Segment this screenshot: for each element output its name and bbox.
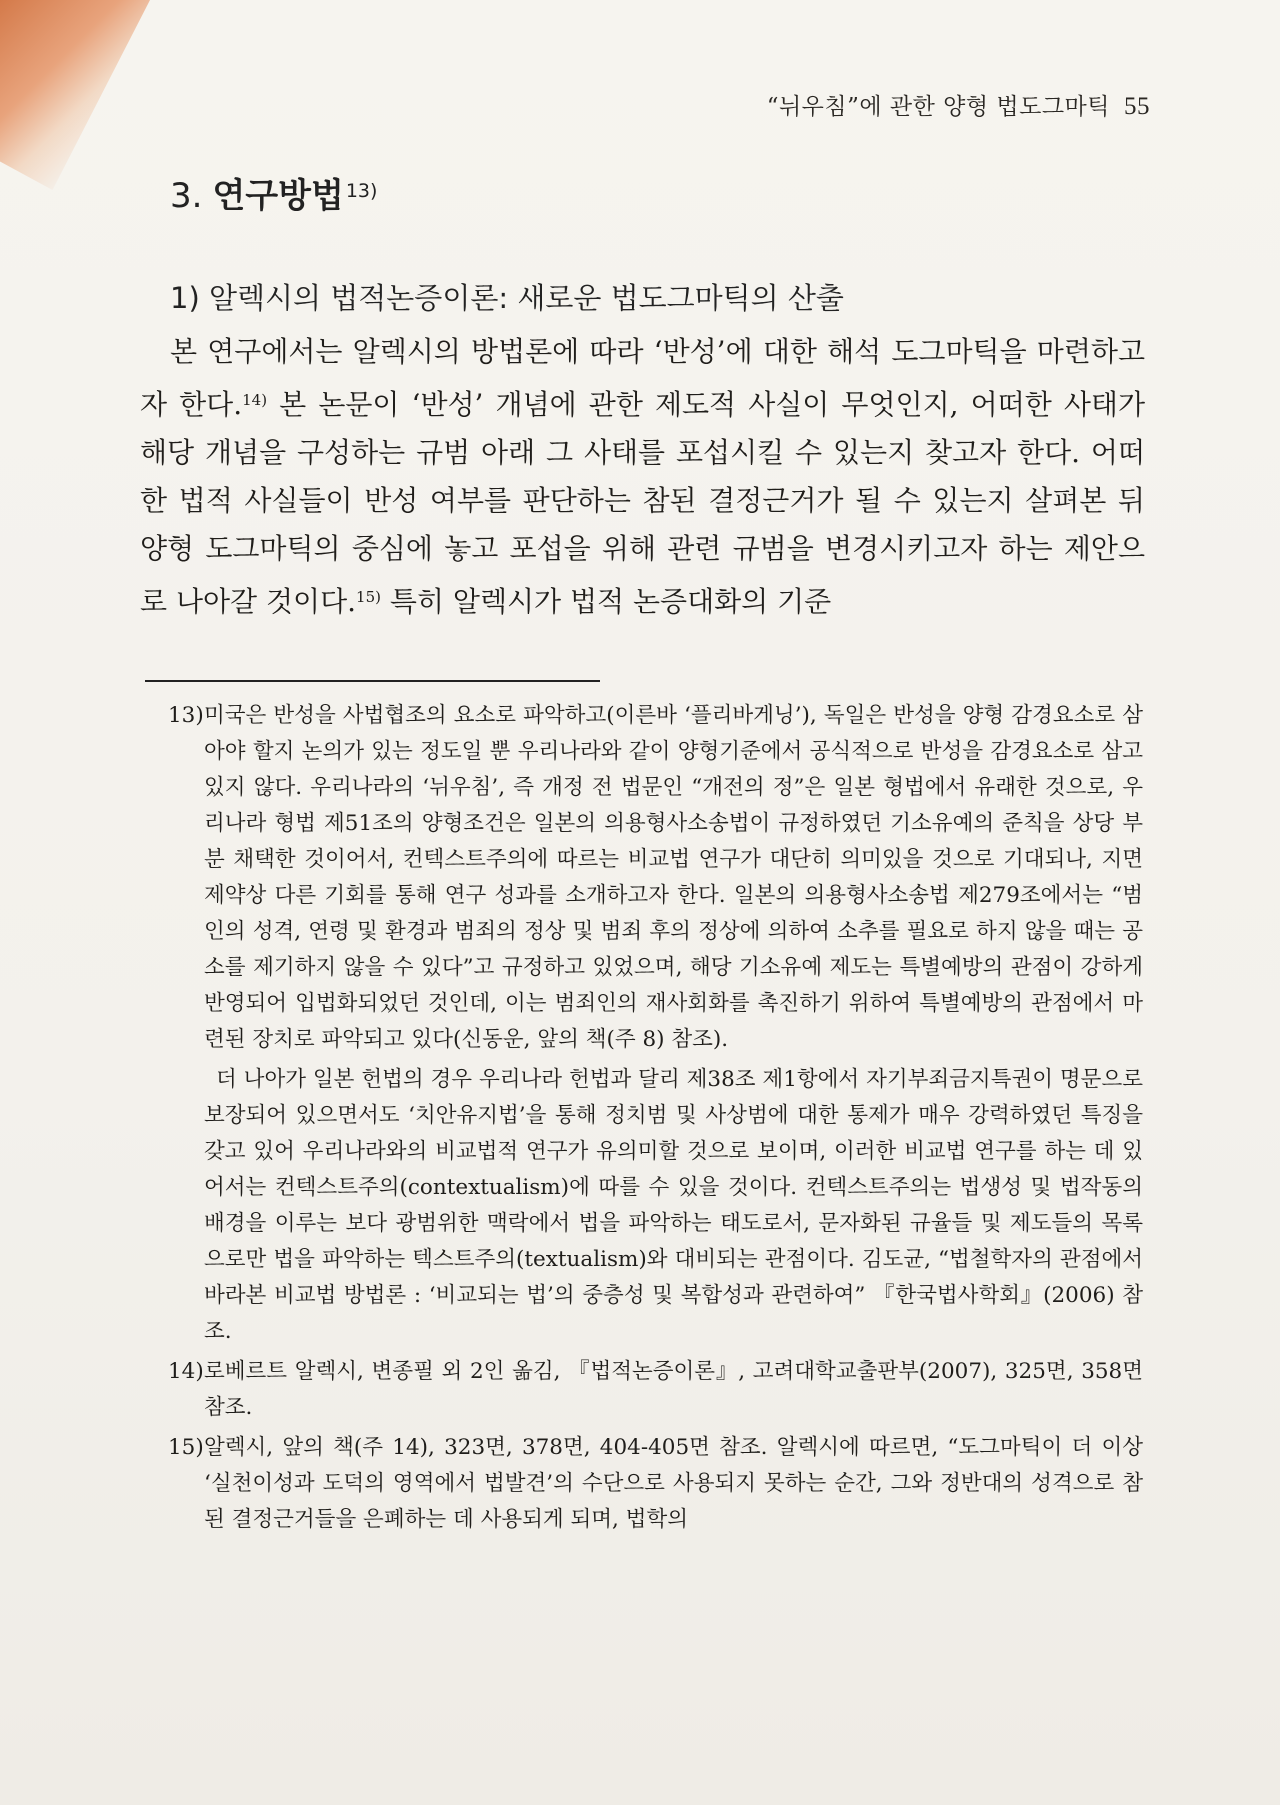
footnote-number: 14) <box>168 1359 204 1384</box>
footnote-paragraph: 알렉시, 앞의 책(주 14), 323면, 378면, 404-405면 참조. 알렉시에 따르면, “도그마틱이 더 이상 ‘실천이성과 도덕의 영역에서 법발견’의 수단으로 사용되지 못하는 순간, 그와 정반대의 성격으로 참된 결정근거들을 은폐하는 데 사용되게 되며, 법학의 <box>204 1435 1143 1532</box>
body-text-part2: 본 논문이 ‘반성’ 개념에 관한 제도적 사실이 무엇인지, 어떠한 사태가 해당 개념을 구성하는 규범 아래 그 사태를 포섭시킬 수 있는지 찾고자 한다. 어떠한 법적 사실들이 반성 여부를 판단하는 참된 결정근거가 될 수 있는지 살펴본 뒤 양형 도그마틱의 중심에 놓고 포섭을 위해 관련 규범을 변경시키고자 하는 제안으로 나아갈 것이다. <box>140 388 1145 618</box>
footnote-number: 15) <box>168 1435 204 1460</box>
running-head <box>767 88 1150 121</box>
section-footnote-ref: 13) <box>345 180 378 202</box>
section-title-text: 연구방법 <box>212 176 344 216</box>
section-number: 3. <box>170 176 203 216</box>
footnote-15 <box>168 1430 1143 1538</box>
footnote-separator <box>145 680 600 682</box>
body-text-part3: 특히 알렉시가 법적 논증대화의 기준 <box>381 585 832 618</box>
footnotes <box>168 698 1143 1538</box>
section-title <box>170 168 377 217</box>
footnote-ref-14: 14) <box>242 391 268 409</box>
body-text-part1: 본 연구에서는 알렉시의 방법론에 따라 ‘반성’에 대한 해석 도그마틱을 마련하고자 한다. <box>140 335 1145 421</box>
page-number: 55 <box>1124 93 1150 120</box>
subsection-title: 1) 알렉시의 법적논증이론: 새로운 법도그마틱의 산출 <box>170 281 844 315</box>
footnote-paragraph: 로베르트 알렉시, 변종필 외 2인 옮김, 『법적논증이론』, 고려대학교출판부(2007), 325면, 358면 참조. <box>204 1359 1143 1420</box>
running-head-title: “뉘우침”에 관한 양형 법도그마틱 <box>766 94 1110 120</box>
footnote-number: 13) <box>168 703 204 728</box>
footnote-14 <box>168 1354 1143 1426</box>
footnote-ref-15: 15) <box>356 588 381 606</box>
footnote-13 <box>168 698 1143 1350</box>
footnote-paragraph: 더 나아가 일본 헌법의 경우 우리나라 헌법과 달리 제38조 제1항에서 자기부죄금지특권이 명문으로 보장되어 있으면서도 ‘치안유지법’을 통해 정치범 및 사상범에 대한 통제가 매우 강력하였던 특징을 갖고 있어 우리나라와의 비교법적 연구가 유의미할 것으로 보이며, 이러한 비교법 연구를 하는 데 있어서는 컨텍스트주의(contextualism)에 따를 수 있을 것이다. 컨텍스트주의는 법생성 및 법작동의 배경을 이루는 보다 광범위한 맥락에서 법을 파악하는 태도로서, 문자화된 규율들 및 제도들의 목록으로만 법을 파악하는 텍스트주의(textualism)와 대비되는 관점이다. 김도균, “법철학자의 관점에서 바라본 비교법 방법론 : ‘비교되는 법’의 중층성 및 복합성과 관련하여” 『한국법사학회』(2006) 참조. <box>204 1067 1143 1344</box>
footnote-paragraph: 미국은 반성을 사법협조의 요소로 파악하고(이른바 ‘플리바게닝’), 독일은 반성을 양형 감경요소로 삼아야 할지 논의가 있는 정도일 뿐 우리나라와 같이 양형기준에서 공식적으로 반성을 감경요소로 삼고 있지 않다. 우리나라의 ‘뉘우침’, 즉 개정 전 법문인 “개전의 정”은 일본 형법에서 유래한 것으로, 우리나라 형법 제51조의 양형조건은 일본의 의용형사소송법이 규정하였던 기소유예의 준칙을 상당 부분 채택한 것이어서, 컨텍스트주의에 따르는 비교법 연구가 대단히 의미있을 것으로 기대되나, 지면 제약상 다른 기회를 통해 연구 성과를 소개하고자 한다. 일본의 의용형사소송법 제279조에서는 “범인의 성격, 연령 및 환경과 범죄의 정상 및 범죄 후의 정상에 의하여 소추를 필요로 하지 않을 때는 공소를 제기하지 않을 수 있다”고 규정하고 있었으며, 해당 기소유예 제도는 특별예방의 관점이 강하게 반영되어 입법화되었던 것인데, 이는 범죄인의 재사회화를 촉진하기 위하여 특별예방의 관점에서 마련된 장치로 파악되고 있다(신동운, 앞의 책(주 8) 참조). <box>204 703 1143 1052</box>
body-paragraph <box>140 328 1145 626</box>
